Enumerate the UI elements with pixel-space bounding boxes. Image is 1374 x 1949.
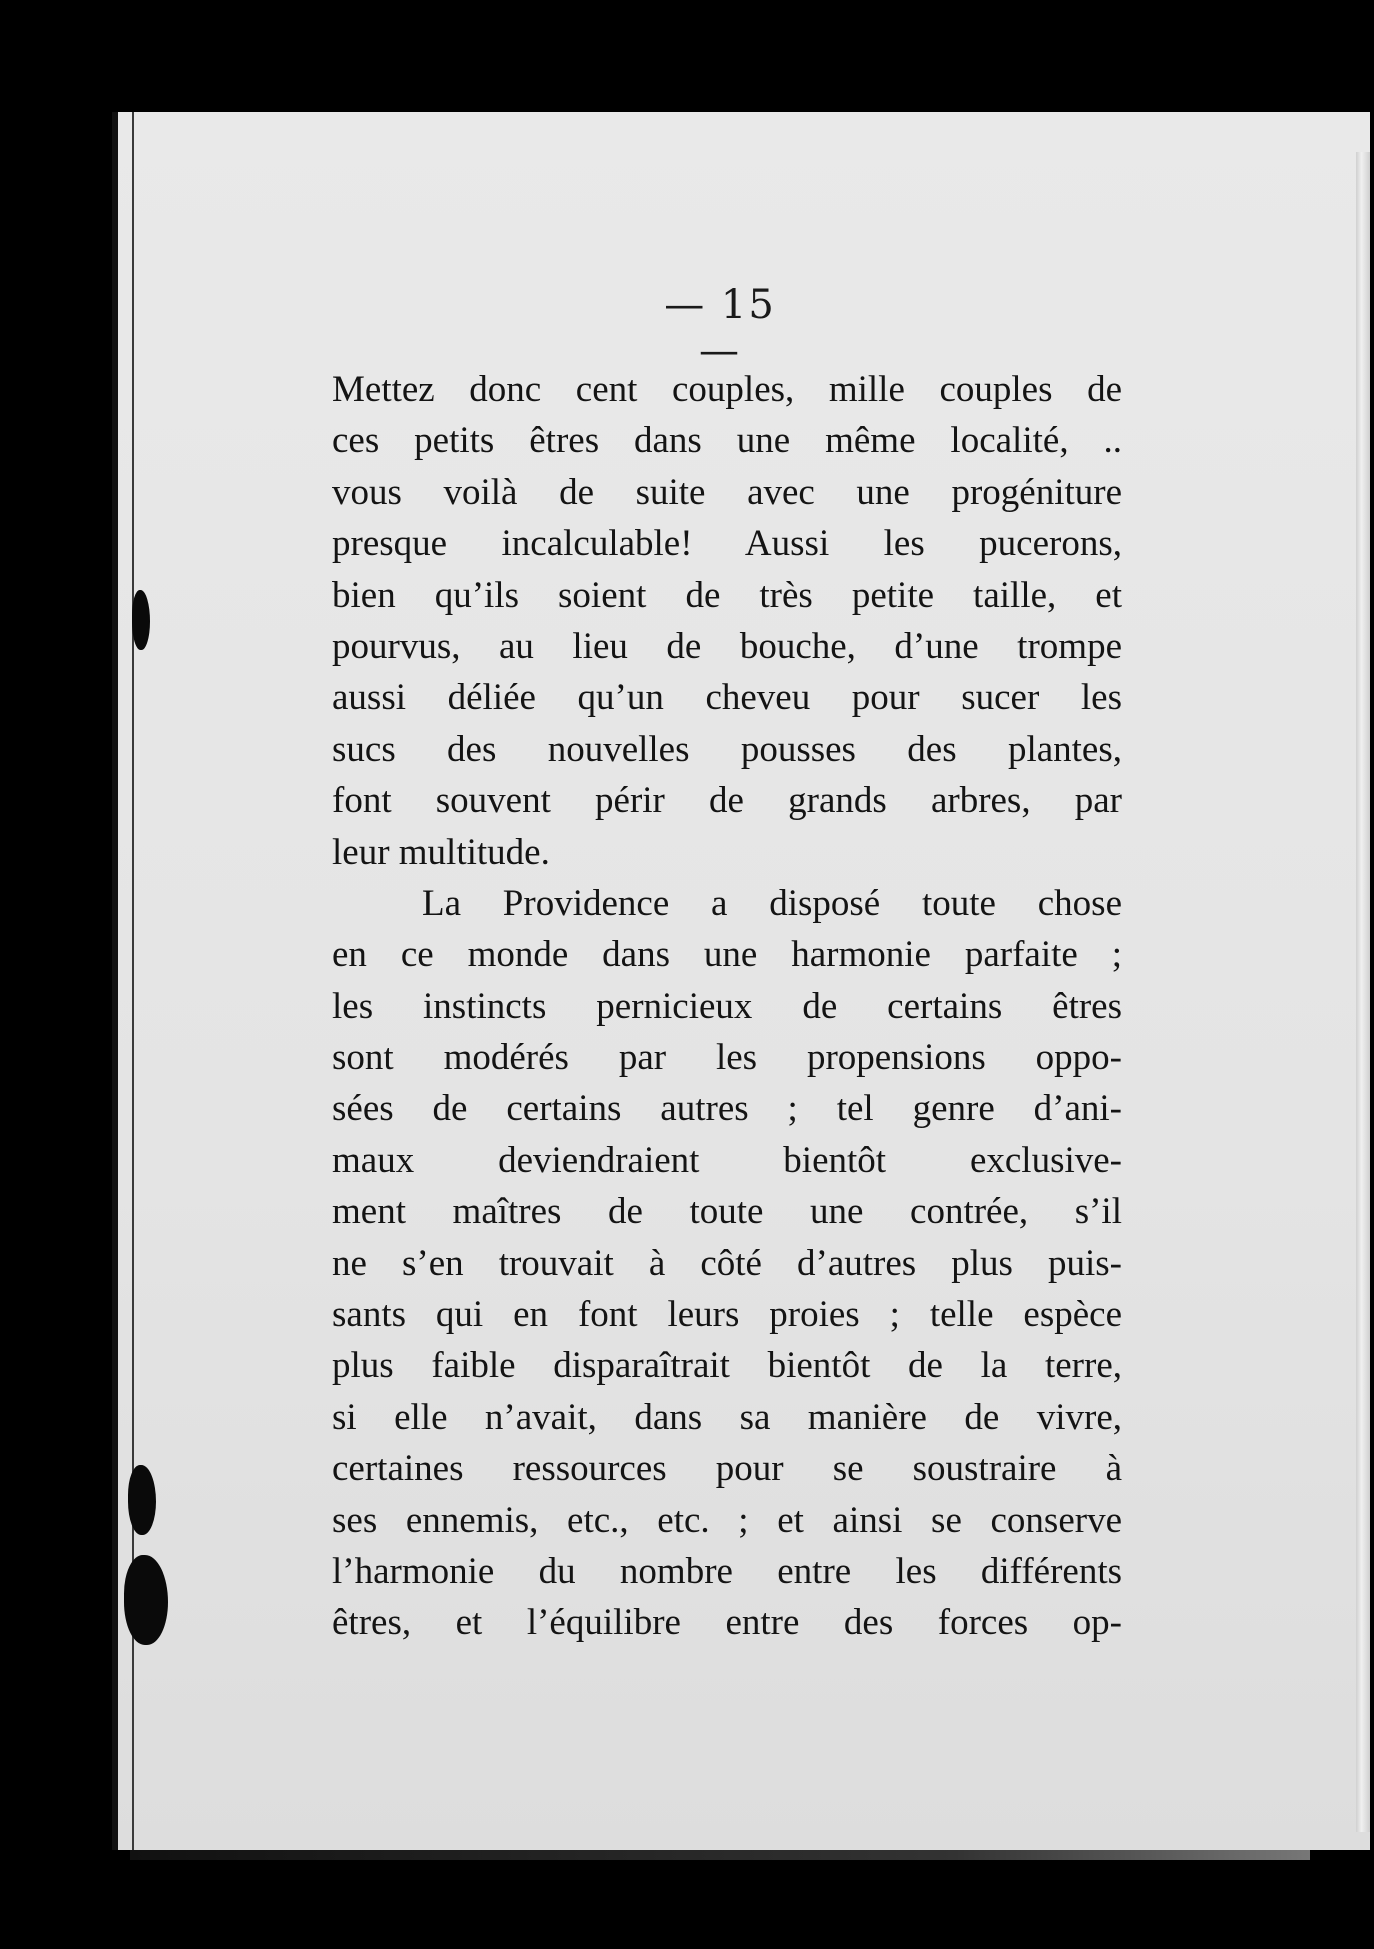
text-line: font souvent périr de grands arbres, par [332,780,1122,822]
text-line: sucs des nouvelles pousses des plantes, [332,728,1122,770]
text-line: êtres, et l’équilibre entre des forces op- [332,1602,1122,1644]
text-line: ment maîtres de toute une contrée, s’il [332,1191,1122,1233]
text-line: plus faible disparaîtrait bientôt de la terre, [332,1345,1122,1387]
text-line: leur multitude. [332,831,550,873]
text-line: Mettez donc cent couples, mille couples de [332,369,1122,410]
text-line: ses ennemis, etc., etc. ; et ainsi se conserve [332,1499,1122,1541]
page-number: — 15 — [664,282,776,374]
text-line: pourvus, au lieu de bouche, d’une trompe [332,625,1122,667]
text-line: sées de certains autres ; tel genre d’ani- [332,1088,1122,1130]
text-line: sants qui en font leurs proies ; telle espèce [332,1294,1122,1336]
text-line: si elle n’avait, dans sa manière de vivre, [332,1396,1122,1438]
text-line: ces petits êtres dans une même localité, .. [332,420,1122,462]
text-line: bien qu’ils soient de très petite taille, et [332,574,1122,616]
text-line: La Providence a disposé toute chose [422,882,1122,924]
binding-ink-blot [132,590,150,650]
page-edge-shadow [1356,152,1370,1832]
text-line: maux deviendraient bientôt exclusive- [332,1139,1122,1181]
text-line: ne s’en trouvait à côté d’autres plus puis- [332,1242,1122,1284]
text-line: sont modérés par les propensions oppo- [332,1037,1122,1079]
text-line: aussi déliée qu’un cheveu pour sucer les [332,677,1122,719]
binding-ink-blot [124,1555,168,1645]
page-bottom-shadow [130,1850,1310,1860]
text-line: en ce monde dans une harmonie parfaite ; [332,934,1122,976]
binding-ink-blot [128,1465,156,1535]
text-line: presque incalculable! Aussi les pucerons, [332,523,1122,565]
text-line: l’harmonie du nombre entre les différents [332,1550,1122,1592]
text-line: certaines ressources pour se soustraire à [332,1448,1122,1490]
body-text [332,364,1122,1649]
text-line: les instincts pernicieux de certains êtres [332,985,1122,1027]
text-line: vous voilà de suite avec une progéniture [332,471,1122,513]
